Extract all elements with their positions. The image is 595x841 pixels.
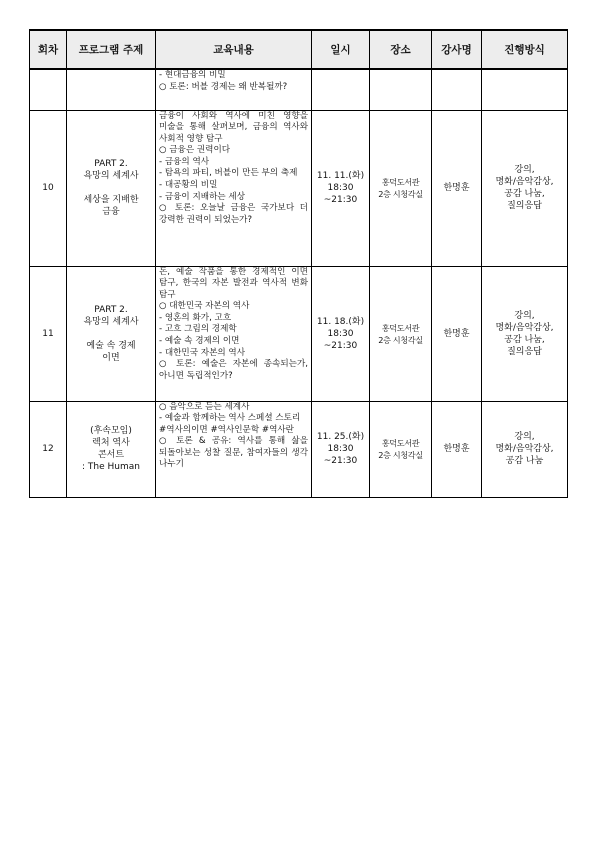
method-cell [482, 69, 568, 110]
method-cell: 강의, 명화/음악감상, 공감 나눔, 질의응답 [482, 266, 568, 401]
content-cell [156, 110, 312, 266]
content-line: - 대공황의 비밀 [159, 180, 218, 191]
content-line: - 예술 속 경제의 이면 [159, 336, 240, 347]
content-cell [156, 69, 312, 110]
table-row [30, 266, 568, 401]
content-line: - 금융이 지배하는 세상 [159, 191, 246, 202]
header-row [30, 30, 568, 69]
place-cell: 홍덕도서관 2층 시청각실 [370, 401, 432, 497]
content-line: - 고흐 그림의 경제학 [159, 324, 237, 335]
header-place: 장소 [370, 30, 432, 69]
instructor-cell: 한명훈 [432, 110, 482, 266]
content-line: ○ 금융은 권력이다 [159, 145, 231, 156]
content-line: ○ 토론 & 공유: 역사를 통해 삶을 되돌아보는 성찰 질문, 참여자들의 생각 나누기 [159, 436, 308, 470]
topic-cell [67, 69, 156, 110]
content-line: - 예술과 함께하는 역사 스페셜 스토리 [159, 413, 301, 424]
content-cell [156, 401, 312, 497]
instructor-cell: 한명훈 [432, 266, 482, 401]
instructor-cell [432, 69, 482, 110]
method-cell: 강의, 명화/음악감상, 공감 나눔, 질의응답 [482, 110, 568, 266]
content-line: - 영혼의 화가, 고흐 [159, 312, 232, 323]
header-content: 교육내용 [156, 30, 312, 69]
content-line: #역사의이면 #역사인문학 #역사란 [159, 424, 294, 435]
header-instructor: 강사명 [432, 30, 482, 69]
table-row [30, 110, 568, 266]
content-line: ○ 대한민국 자본의 역사 [159, 301, 250, 312]
datetime-cell: 11. 11.(화) 18:30 ~21:30 [312, 110, 370, 266]
place-cell: 홍덕도서관 2층 시청각실 [370, 110, 432, 266]
instructor-cell: 한명훈 [432, 401, 482, 497]
topic-cell: PART 2. 욕망의 세계사 세상을 지배한 금융 [67, 110, 156, 266]
datetime-cell: 11. 18.(화) 18:30 ~21:30 [312, 266, 370, 401]
content-line: ○ 음악으로 듣는 세계사 [159, 401, 250, 412]
header-method: 진행방식 [482, 30, 568, 69]
table-row [30, 401, 568, 497]
datetime-cell: 11. 25.(화) 18:30 ~21:30 [312, 401, 370, 497]
header-topic: 프로그램 주제 [67, 30, 156, 69]
content-line: ○ 토론: 예술은 자본에 종속되는가, 아니면 독립적인가? [159, 359, 308, 381]
content-line: ○ 토론: 오늘날 금융은 국가보다 더 강력한 권력이 되었는가? [159, 203, 308, 225]
content-line: - 대한민국 자본의 역사 [159, 347, 246, 358]
content-cell [156, 266, 312, 401]
header-datetime: 일시 [312, 30, 370, 69]
content-line: - 현대금융의 비밀 [159, 70, 226, 80]
content-line: - 금융의 역사 [159, 156, 210, 167]
place-cell [370, 69, 432, 110]
table-row [30, 69, 568, 110]
topic-cell: PART 2. 욕망의 세계사 예술 속 경제 이면 [67, 266, 156, 401]
round-cell [30, 69, 67, 110]
content-line: 금융이 사회와 역사에 미친 영향을 미술을 통해 살펴보며, 금융의 역사와 사회적 영향 탐구 [159, 110, 308, 144]
header-round: 회차 [30, 30, 67, 69]
datetime-cell [312, 69, 370, 110]
place-cell: 홍덕도서관 2층 시청각실 [370, 266, 432, 401]
round-cell: 11 [30, 266, 67, 401]
topic-cell: (후속모임) 렉처 역사 콘서트 : The Human [67, 401, 156, 497]
content-line: ○ 토론: 버블 경제는 왜 반복될까? [159, 81, 288, 92]
schedule-table [29, 29, 568, 498]
method-cell: 강의, 명화/음악감상, 공감 나눔 [482, 401, 568, 497]
round-cell: 12 [30, 401, 67, 497]
round-cell: 10 [30, 110, 67, 266]
content-line: 돈, 예술 작품을 통한 경제적인 이면 탐구, 한국의 자본 발전과 역사적 변화 탐구 [159, 266, 308, 300]
content-line: - 탐욕의 파티, 버블이 만든 부의 축제 [159, 168, 298, 179]
